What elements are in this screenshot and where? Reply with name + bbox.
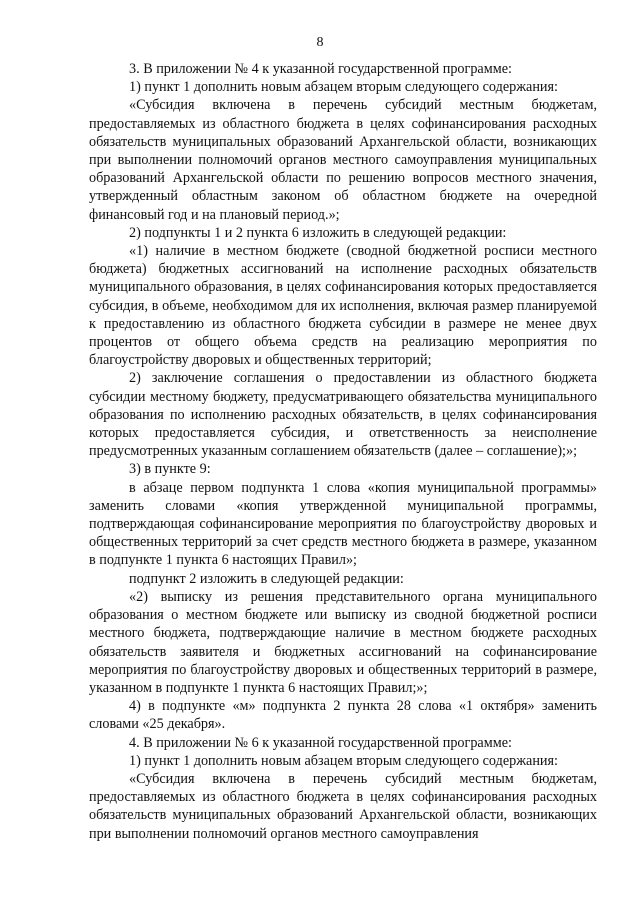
paragraph-subitem-1-annex-6: 1) пункт 1 дополнить новым абзацем вторым следующего содержания: <box>129 752 558 769</box>
paragraph-quote-subsidy: «Субсидия включена в перечень субсидий местным бюджетам, предоставляемых из областного бюджета в целях софинансирования расходных обязательств муниципальных образований Архангельской области, возникающих при выполнении полномочий органов местного самоуправления муниципальных образований Архангельской области по решению вопросов местного значения, утвержденный областным законом об областном бюджете на очередной финансовый год и на плановый период.»; <box>89 97 597 223</box>
paragraph-quote-subsidy-annex-6: «Субсидия включена в перечень субсидий местным бюджетам, предоставляемых из областного бюджета в целях софинансирования расходных обязательств муниципальных образований Архангельской области, возникающих при выполнении полномочий органов местного самоуправления <box>89 770 597 842</box>
paragraph-subpoint-2-intro: подпункт 2 изложить в следующей редакции: <box>129 570 404 587</box>
paragraph-subitem-1: 1) пункт 1 дополнить новым абзацем вторым следующего содержания: <box>129 79 558 96</box>
paragraph-replace-words: в абзаце первом подпункта 1 слова «копия муниципальной программы» заменить словами «копия утвержденной муниципальной программы, подтверждающая софинансирование мероприятия по благоустройству дворовых и общественных территорий за счет средств местного бюджета в размере, указанном в подпункте 1 пункта 6 настоящих Правил»; <box>89 479 597 569</box>
paragraph-quote-condition-2: 2) заключение соглашения о предоставлении из областного бюджета субсидии местному бюджету, предусматривающего обязательства муниципального образования по исполнению расходных обязательств, в целях софинансирования которых предоставляется субсидия, и ответственность за неисполнение предусмотренных указанным соглашением обязательств (далее – соглашение);»; <box>89 370 597 460</box>
paragraph-subitem-2: 2) подпункты 1 и 2 пункта 6 изложить в следующей редакции: <box>129 224 507 241</box>
paragraph-subitem-4: 4) в подпункте «м» подпункта 2 пункта 28 слова «1 октября» заменить словами «25 декабря». <box>89 698 597 733</box>
paragraph-item-4-heading: 4. В приложении № 6 к указанной государственной программе: <box>129 734 512 751</box>
paragraph-subitem-3: 3) в пункте 9: <box>129 461 211 478</box>
document-body <box>89 60 597 843</box>
paragraph-quote-condition-1: «1) наличие в местном бюджете (сводной бюджетной росписи местного бюджета) бюджетных ассигнований на исполнение расходных обязательств муниципального образования, в целях софинансирования которых предоставляется субсидия, в объеме, необходимом для их исполнения, включая размер планируемой к предоставлению из областного бюджета субсидии в размере не менее двух процентов от общего объема средств на реализацию мероприятия по благоустройству дворовых и общественных территорий; <box>89 243 597 369</box>
paragraph-item-3-heading: 3. В приложении № 4 к указанной государственной программе: <box>129 61 512 77</box>
paragraph-quote-extract: «2) выписку из решения представительного органа муниципального образования о местном бюджете или выписку из сводной бюджетной росписи местного бюджета, подтверждающие наличие в местном бюджете расходных обязательств заявителя и бюджетных ассигнований на софинансирование мероприятия по благоустройству дворовых и общественных территорий в размере, указанном в подпункте 1 пункта 6 настоящих Правил;»; <box>89 588 597 696</box>
page-number: 8 <box>316 35 324 50</box>
